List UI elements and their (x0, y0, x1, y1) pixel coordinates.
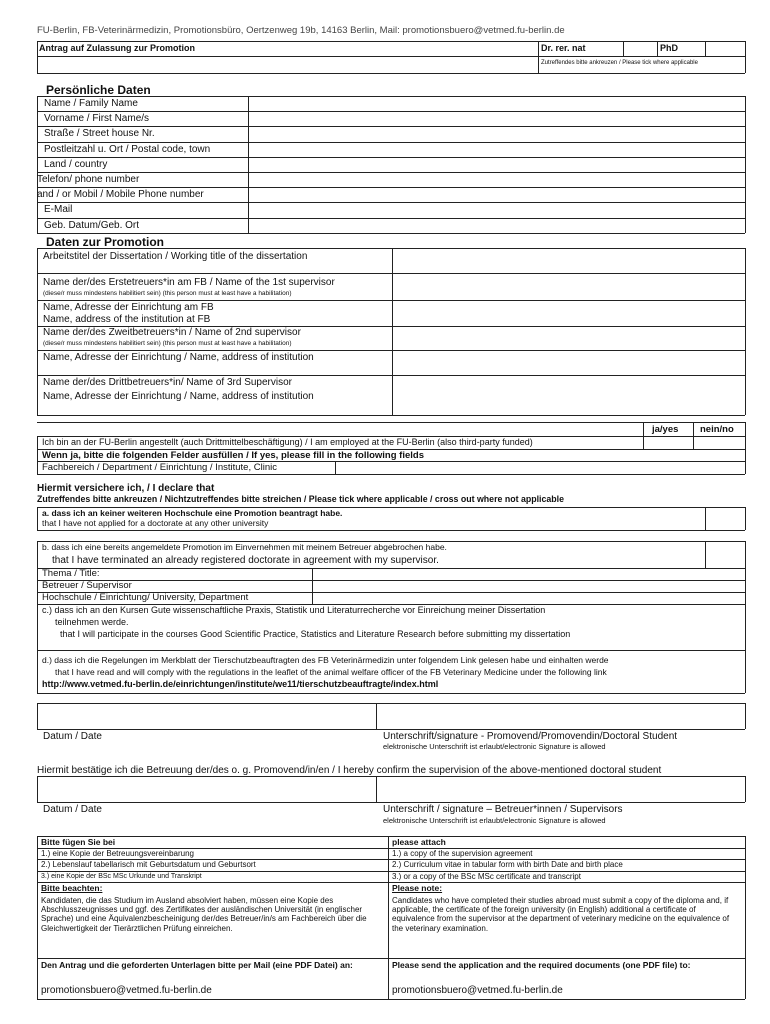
b-university-field[interactable] (313, 593, 744, 603)
b-topic-field[interactable] (313, 569, 744, 579)
declaration-d-en: that I have read and will comply with the regulations in the leaflet of the animal welfare officer of the FB Veterinary Medicine under the following link (55, 667, 607, 677)
personal-field-label: and / or Mobil / Mobile Phone number (37, 189, 204, 200)
personal-field-label: Telefon/ phone number (37, 174, 140, 185)
no-header: nein/no (700, 424, 734, 435)
supervisor2-field[interactable] (393, 327, 744, 349)
b-supervisor-label: Betreuer / Supervisor (42, 580, 132, 591)
degree-dr-rer-nat-label: Dr. rer. nat (541, 43, 586, 53)
declaration-d-de: d.) dass ich die Regelungen im Merkblatt der Tierschutzbeauftragten des FB Veterinärmedizin unter folgendem Link gelesen habe und einhalten werde (42, 655, 609, 665)
employment-no-checkbox[interactable] (694, 437, 744, 448)
supervisor-signature-label: Unterschrift / signature – Betreuer*innen / Supervisors (383, 804, 623, 815)
institution1-en-label: Name, address of the institution at FB (43, 314, 211, 325)
attach-de-item: 1.) eine Kopie der Betreuungsvereinbarung (41, 849, 194, 858)
supervisor-signature-note: elektronische Unterschrift ist erlaubt/electronic Signature is allowed (383, 816, 606, 825)
personal-field-label: Postleitzahl u. Ort / Postal code, town (44, 144, 211, 155)
institution2-field[interactable] (393, 351, 744, 374)
personal-field-input[interactable] (249, 219, 744, 232)
declaration-c-de1: c.) dass ich an den Kursen Gute wissenschaftliche Praxis, Statistik und Literaturrecherche vor Einreichung meiner Dissertation (42, 605, 546, 615)
personal-field-label: E-Mail (44, 204, 73, 215)
department-field[interactable] (336, 462, 744, 473)
if-yes-instruction: Wenn ja, bitte die folgenden Felder ausfüllen / If yes, please fill in the following fields (42, 450, 424, 461)
degree-phd-checkbox[interactable] (706, 42, 744, 55)
supervisor-signature-field[interactable] (377, 777, 744, 801)
b-university-label: Hochschule / Einrichtung/ University, Department (42, 592, 249, 603)
declaration-instruction: Zutreffendes bitte ankreuzen / Nichtzutreffendes bitte streichen / Please tick where applicable / cross out where not applicable (37, 494, 564, 504)
attach-en-item: 3.) or a copy of the BSc MSc certificate and transcript (392, 872, 581, 881)
personal-field-input[interactable] (249, 97, 744, 110)
personal-field-label: Vorname / First Name/s (44, 113, 150, 124)
student-signature-label: Unterschrift/signature - Promovend/Promovendin/Doctoral Student (383, 731, 678, 742)
working-title-label: Arbeitstitel der Dissertation / Working title of the dissertation (43, 251, 308, 262)
supervisor1-field[interactable] (393, 274, 744, 299)
personal-field-label: Geb. Datum/Geb. Ort (44, 220, 140, 231)
send-de-email[interactable]: promotionsbuero@vetmed.fu-berlin.de (41, 985, 212, 996)
supervisor-date-label: Datum / Date (43, 804, 102, 815)
yes-header: ja/yes (652, 424, 679, 435)
personal-heading: Persönliche Daten (46, 83, 151, 97)
attach-de-heading: Bitte fügen Sie bei (41, 837, 116, 847)
personal-field-label: Name / Family Name (44, 98, 138, 109)
send-de-text: Den Antrag und die geforderten Unterlagen bitte per Mail (eine PDF Datei) an: (41, 960, 353, 970)
supervisor3-label: Name der/des Drittbetreuers*in/ Name of 3rd Supervisor (43, 377, 292, 388)
department-label: Fachbereich / Department / Einrichtung / Institute, Clinic (42, 462, 277, 473)
declaration-a-de (42, 509, 342, 518)
student-date-label: Datum / Date (43, 731, 102, 742)
student-signature-field[interactable] (377, 704, 744, 728)
personal-field-input[interactable] (249, 203, 744, 216)
institution2-label: Name, Adresse der Einrichtung / Name, address of institution (43, 352, 314, 363)
tick-note: Zutreffendes bitte ankreuzen / Please tick where applicable (541, 60, 698, 66)
attach-en-item: 2.) Curriculum vitae in tabular form with birth Date and birth place (392, 860, 623, 869)
declaration-a-en: that I have not applied for a doctorate at any other university (42, 518, 269, 528)
employment-question: Ich bin an der FU-Berlin angestellt (auch Drittmittelbeschäftigung) / I am employed at the FU-Berlin (also third-party funded) (42, 437, 533, 447)
personal-field-label: Straße / Street house Nr. (44, 128, 155, 139)
supervisor1-note: (diese/r muss mindestens habilitiert sein) (this person must at least have a habilitation) (43, 290, 292, 297)
declaration-b-en: that I have terminated an already registered doctorate in agreement with my supervisor. (52, 555, 439, 566)
personal-field-input[interactable] (249, 127, 744, 140)
note-en-text: Candidates who have completed their studies abroad must submit a copy of the diploma and, if applicable, the certificate of the foreign university (in English) additional a certificate of equivalence from the supervisor at the department of veterinary medicine on the equivalence of the veterinary examination. (392, 896, 730, 933)
declaration-c-en: that I will participate in the courses Good Scientific Practice, Statistics and Literature Research before submitting my dissertation (60, 629, 571, 639)
declaration-heading: Hiermit versichere ich, / I declare that (37, 483, 215, 494)
personal-field-input[interactable] (249, 188, 744, 201)
employment-yes-checkbox[interactable] (644, 437, 692, 448)
attach-en-item: 1.) a copy of the supervision agreement (392, 849, 533, 858)
declaration-c-de2: teilnehmen werde. (55, 617, 129, 627)
form-title: Antrag auf Zulassung zur Promotion (39, 43, 196, 53)
animal-welfare-link[interactable]: http://www.vetmed.fu-berlin.de/einrichtungen/institute/we11/tierschutzbeauftragte/index.html (42, 679, 439, 689)
declaration-a-checkbox[interactable] (706, 508, 744, 529)
header-address: FU-Berlin, FB-Veterinärmedizin, Promotionsbüro, Oertzenweg 19b, 14163 Berlin, Mail: promotionsbuero@vetmed.fu-berlin.de (37, 25, 565, 36)
personal-field-input[interactable] (249, 173, 744, 186)
attach-de-item: 3.) eine Kopie der BSc MSc Urkunde und Transkript (41, 873, 202, 880)
send-en-text: Please send the application and the required documents (one PDF file) to: (392, 960, 691, 970)
degree-dr-rer-nat-checkbox[interactable] (624, 42, 656, 55)
institution1-de-label: Name, Adresse der Einrichtung am FB (43, 302, 214, 313)
personal-field-label: Land / country (44, 159, 108, 170)
degree-phd-label: PhD (660, 43, 678, 53)
student-signature-note: elektronische Unterschrift ist erlaubt/electronic Signature is allowed (383, 742, 606, 751)
b-supervisor-field[interactable] (313, 581, 744, 591)
supervisor1-text: Name der/des Erstetreuers*in am FB / Name of the 1st supervisor (43, 277, 335, 288)
personal-field-input[interactable] (249, 158, 744, 171)
working-title-field[interactable] (393, 249, 744, 272)
supervisor2-note: (diese/r muss mindestens habilitiert sein) (this person must at least have a habilitation) (43, 340, 292, 347)
b-topic-label: Thema / Title: (42, 568, 100, 579)
declaration-b-de: b. dass ich eine bereits angemeldete Promotion im Einvernehmen mit meinem Betreuer abgebrochen habe. (42, 542, 447, 552)
supervisor3-field[interactable] (393, 376, 744, 414)
declaration-b-checkbox[interactable] (706, 542, 744, 567)
note-de-heading: Bitte beachten: (41, 883, 103, 893)
supervision-confirmation: Hiermit bestätige ich die Betreuung der/des o. g. Promovend/in/en / I hereby confirm the supervision of the above-mentioned doctoral student (37, 765, 662, 776)
student-date-field[interactable] (38, 704, 375, 728)
institution1-field[interactable] (393, 301, 744, 325)
note-de-text: Kandidaten, die das Studium im Ausland absolviert haben, müssen eine Kopie des Abschlusszeugnisses und ggf. des Zertifikates der ausländischen Universität (in englischer Sprache) und eine Äquivalenzbescheinigung der/des Betreuer/in/s am Fachbereich über die Gleichwertigkeit der Tierärztlichen Prüfung einreichen. (41, 896, 367, 933)
note-en-heading: Please note: (392, 883, 443, 893)
supervisor2-label: Name der/des Zweitbetreuers*in / Name of 2nd supervisor (43, 327, 301, 338)
supervisor-date-field[interactable] (38, 777, 375, 801)
personal-field-input[interactable] (249, 143, 744, 156)
supervisor1-label (43, 277, 335, 288)
institution3-label: Name, Adresse der Einrichtung / Name, address of institution (43, 391, 314, 402)
promotion-heading: Daten zur Promotion (46, 235, 165, 249)
declaration-a-de-text: a. dass ich an keiner weiteren Hochschule eine Promotion beantragt habe. (42, 508, 343, 518)
attach-en-heading: please attach (392, 837, 446, 847)
send-en-email[interactable]: promotionsbuero@vetmed.fu-berlin.de (392, 985, 563, 996)
personal-field-input[interactable] (249, 112, 744, 125)
attach-de-item: 2.) Lebenslauf tabellarisch mit Geburtsdatum und Geburtsort (41, 860, 256, 869)
